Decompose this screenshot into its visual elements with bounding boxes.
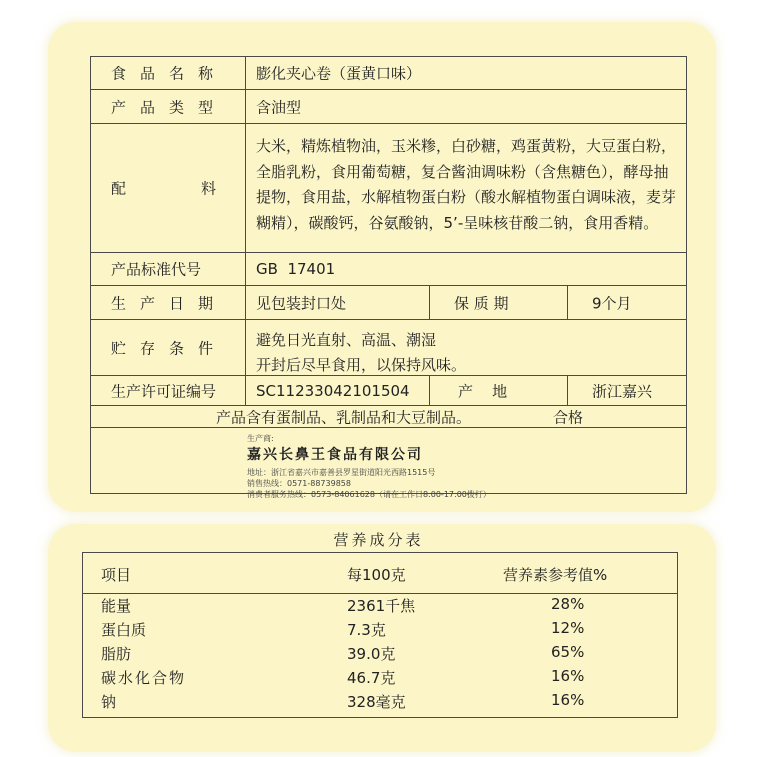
header-per-100g: 每100克 <box>347 566 406 584</box>
nutrition-row <box>83 643 677 667</box>
nutrient-amount: 328毫克 <box>347 693 406 711</box>
nutrition-table <box>82 552 678 718</box>
manufacturer-block <box>247 433 491 500</box>
nutrient-amount: 39.0克 <box>347 645 396 663</box>
license-value: SC11233042101504 <box>256 381 410 400</box>
nutrition-title: 营养成分表 <box>333 531 424 549</box>
manufacturer-service-phone: 消费者服务热线：0573-84061628（请在工作日8:00-17:00拨打） <box>247 490 491 499</box>
nutrient-name: 碳水化合物 <box>101 669 187 687</box>
nutrient-nrv: 65% <box>551 643 585 661</box>
ingredients-label-1: 配 <box>111 179 127 198</box>
row-ingredients <box>91 124 686 253</box>
manufacturer-heading: 生产商: <box>247 434 274 443</box>
origin-value: 浙江嘉兴 <box>592 382 653 400</box>
row-product-type <box>91 90 686 124</box>
nutrition-row <box>83 667 677 691</box>
nutrient-nrv: 28% <box>551 595 585 613</box>
nutrient-name: 能量 <box>101 597 132 615</box>
allergen-status: 合格 <box>553 408 584 426</box>
nutrient-name: 钠 <box>101 693 117 711</box>
license-label: 生产许可证编号 <box>111 382 217 400</box>
ingredients-value: 大米，精炼植物油，玉米糁，白砂糖，鸡蛋黄粉，大豆蛋白粉，全脂乳粉，食用葡萄糖，复合酱油调味粉（含焦糖色），酵母抽提物，食用盐，水解植物蛋白粉（酸水解植物蛋白调味液，麦芽糊精），碳酸钙，谷氨酸钠，5’-呈味核苷酸二钠，食用香精。 <box>256 137 677 232</box>
row-license <box>91 376 686 406</box>
allergen-note: 产品含有蛋制品、乳制品和大豆制品。 <box>216 408 472 426</box>
product-type-label: 产品类型 <box>111 98 228 116</box>
nutrition-header-row <box>83 553 677 594</box>
storage-label: 贮存条件 <box>111 339 228 357</box>
nutrition-row <box>83 619 677 643</box>
manufacturer-sales-phone: 销售热线：0571-88739858 <box>247 479 351 488</box>
product-type-value: 含油型 <box>256 98 302 116</box>
row-storage <box>91 320 686 376</box>
row-production-date <box>91 286 686 320</box>
origin-label: 产 地 <box>458 382 508 400</box>
storage-line-2: 开封后尽早食用，以保持风味。 <box>256 356 467 374</box>
nutrient-nrv: 16% <box>551 691 585 709</box>
nutrient-nrv: 16% <box>551 667 585 685</box>
nutrition-row <box>83 691 677 715</box>
nutrient-amount: 7.3克 <box>347 621 386 639</box>
row-food-name <box>91 57 686 90</box>
header-item: 项目 <box>101 566 132 584</box>
production-date-label: 生产日期 <box>111 294 228 312</box>
nutrient-amount: 46.7克 <box>347 669 396 687</box>
header-nrv: 营养素参考值% <box>503 566 608 584</box>
nutrition-row <box>83 595 677 619</box>
food-name-value: 膨化夹心卷（蛋黄口味） <box>256 64 422 83</box>
ingredients-label-2: 料 <box>201 179 217 198</box>
nutrient-nrv: 12% <box>551 619 585 637</box>
manufacturer-name: 嘉兴长鼻王食品有限公司 <box>247 447 423 463</box>
nutrient-name: 脂肪 <box>101 645 132 663</box>
standard-value: GB 17401 <box>256 260 336 278</box>
production-date-value: 见包装封口处 <box>256 294 347 312</box>
shelf-life-label: 保 质 期 <box>454 294 509 312</box>
nutrient-name: 蛋白质 <box>101 621 147 639</box>
shelf-life-value: 9个月 <box>592 294 632 312</box>
product-info-table <box>90 56 687 499</box>
row-allergen-note <box>91 406 686 428</box>
food-name-label: 食品名称 <box>111 64 228 83</box>
manufacturer-address: 地址：浙江省嘉兴市嘉善县罗星街道阳光西路1515号 <box>247 468 436 477</box>
nutrient-amount: 2361千焦 <box>347 597 416 615</box>
storage-line-1: 避免日光直射、高温、潮湿 <box>256 331 437 349</box>
row-standard <box>91 253 686 286</box>
standard-label: 产品标准代号 <box>111 260 202 279</box>
